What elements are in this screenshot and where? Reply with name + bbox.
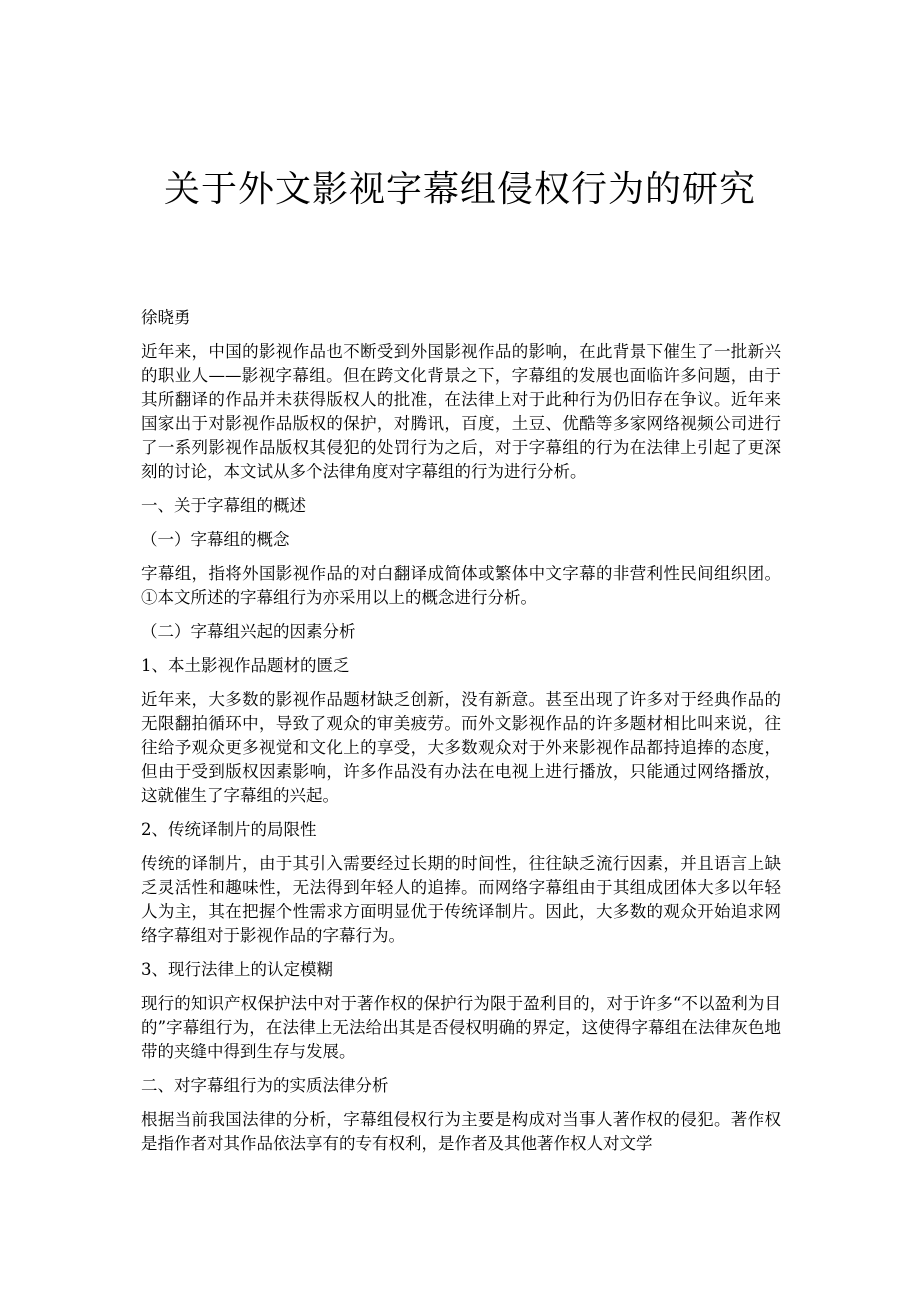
point-heading: 2、传统译制片的局限性 <box>141 820 317 839</box>
subsection-heading: （二）字幕组兴起的因素分析 <box>141 622 356 641</box>
body-paragraph: 传统的译制片，由于其引入需要经过长期的时间性，往往缺乏流行因素，并且语言上缺乏灵活性和趣味性，无法得到年轻人的追捧。而网络字幕组由于其组成团体大多以年轻人为主，其在把握个性需求方面明显优于传统译制片。因此，大多数的观众开始追求网络字幕组对于影视作品的字幕行为。 <box>141 854 781 945</box>
point-heading: 3、现行法律上的认定模糊 <box>141 960 333 979</box>
author-name: 徐晓勇 <box>141 308 191 327</box>
body-paragraph: 根据当前我国法律的分析，字幕组侵权行为主要是构成对当事人著作权的侵犯。著作权是指作者对其作品依法享有的专有权利，是作者及其他著作权人对文学 <box>141 1110 781 1153</box>
document-title: 关于外文影视字幕组侵权行为的研究 <box>163 169 756 210</box>
body-paragraph: 近年来，大多数的影视作品题材缺乏创新，没有新意。甚至出现了许多对于经典作品的无限翻拍循环中，导致了观众的审美疲劳。而外文影视作品的许多题材相比叫来说，往往给予观众更多视觉和文化上的享受，大多数观众对于外来影视作品都持追捧的态度，但由于受到版权因素影响，许多作品没有办法在电视上进行播放，只能通过网络播放，这就催生了字幕组的兴起。 <box>141 690 781 805</box>
document-body <box>141 306 781 1156</box>
body-paragraph: 字幕组，指将外国影视作品的对白翻译成简体或繁体中文字幕的非营利性民间组织团。①本文所述的字幕组行为亦采用以上的概念进行分析。 <box>141 564 781 607</box>
section-heading: 二、对字幕组行为的实质法律分析 <box>141 1076 389 1095</box>
abstract-paragraph: 近年来，中国的影视作品也不断受到外国影视作品的影响，在此背景下催生了一批新兴的职业人——影视字幕组。但在跨文化背景之下，字幕组的发展也面临许多问题，由于其所翻译的作品并未获得版权人的批准，在法律上对于此种行为仍旧存在争议。近年来国家出于对影视作品版权的保护，对腾讯，百度，土豆、优酷等多家网络视频公司进行了一系列影视作品版权其侵犯的处罚行为之后，对于字幕组的行为在法律上引起了更深刻的讨论，本文试从多个法律角度对字幕组的行为进行分析。 <box>141 342 781 481</box>
subsection-heading: （一）字幕组的概念 <box>141 530 290 549</box>
body-paragraph: 现行的知识产权保护法中对于著作权的保护行为限于盈利目的，对于许多“不以盈利为目的”字幕组行为，在法律上无法给出其是否侵权明确的界定，这使得字幕组在法律灰色地带的夹缝中得到生存与发展。 <box>141 994 781 1061</box>
section-heading: 一、关于字幕组的概述 <box>141 496 306 515</box>
point-heading: 1、本土影视作品题材的匮乏 <box>141 656 350 675</box>
